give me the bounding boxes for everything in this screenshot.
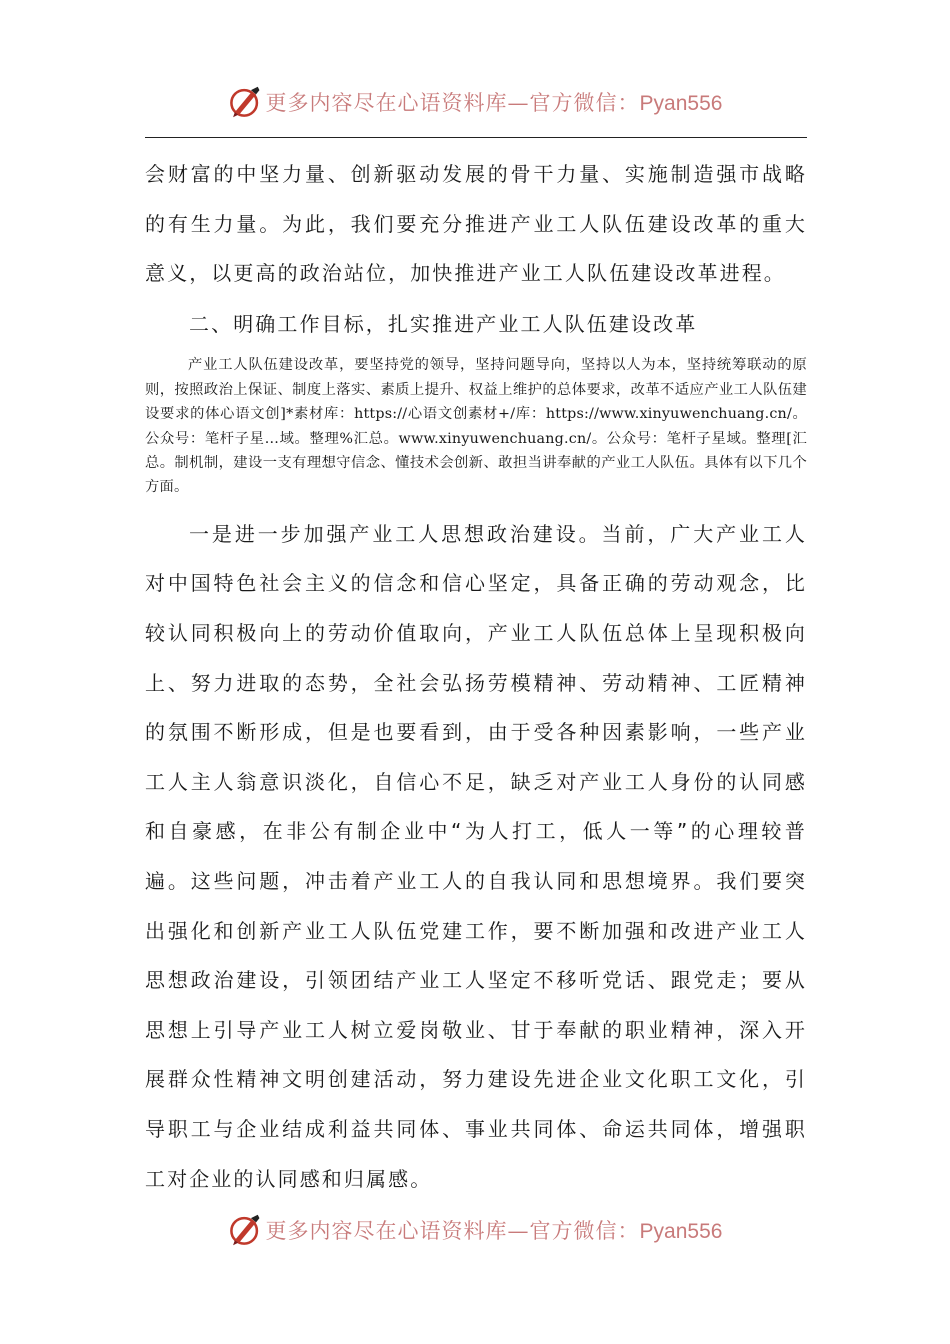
header-banner bbox=[0, 82, 950, 122]
header-rule bbox=[145, 137, 807, 138]
body-paragraph: 一是进一步加强产业工人思想政治建设。当前，广大产业工人对中国特色社会主义的信念和信心坚定，具备正确的劳动观念，比较认同积极向上的劳动价值取向，产业工人队伍总体上呈现积极向上、努力进取的态势，全社会弘扬劳模精神、劳动精神、工匠精神的氛围不断形成，但是也要看到，由于受各种因素影响，一些产业工人主人翁意识淡化，自信心不足，缺乏对产业工人身份的认同感和自豪感，在非公有制企业中“为人打工，低人一等”的心理较普遍。这些问题，冲击着产业工人的自我认同和思想境界。我们要突出强化和创新产业工人队伍党建工作，要不断加强和改进产业工人思想政治建设，引领团结产业工人坚定不移听党话、跟党走；要从思想上引导产业工人树立爱岗敬业、甘于奉献的职业精神，深入开展群众性精神文明创建活动，努力建设先进企业文化职工文化，引导职工与企业结成利益共同体、事业共同体、命运共同体，增强职工对企业的认同感和归属感。 bbox=[145, 521, 807, 1191]
section-heading: 二、明确工作目标，扎实推进产业工人队伍建设改革 bbox=[189, 311, 698, 336]
small-print-paragraph: 产业工人队伍建设改革，要坚持党的领导，坚持问题导向，坚持以人为本，坚持统筹联动的原则，按照政治上保证、制度上落实、素质上提升、权益上维护的总体要求，改革不适应产业工人队伍建设要求的体心语文创]*素材库：https://心语文创素材+/库：https://www.xinyuwenchuang.cn/。公众号：笔杆子星…域。整理%汇总。www.xinyuwenchuang.cn/。公众号：笔杆子星域。整理[汇总。制机制，建设一支有理想守信念、懂技术会创新、敢担当讲奉献的产业工人队伍。具体有以下几个方面。 bbox=[145, 357, 807, 496]
pen-logo-icon bbox=[228, 85, 262, 119]
document-body bbox=[145, 150, 807, 1204]
banner-text: 更多内容尽在心语资料库—官方微信：Pyan556 bbox=[265, 1219, 723, 1243]
pen-logo-icon bbox=[228, 1213, 262, 1247]
footer-banner bbox=[0, 1210, 950, 1250]
banner-text: 更多内容尽在心语资料库—官方微信：Pyan556 bbox=[265, 91, 723, 115]
continued-paragraph: 会财富的中坚力量、创新驱动发展的骨干力量、实施制造强市战略的有生力量。为此，我们要充分推进产业工人队伍建设改革的重大意义，以更高的政治站位，加快推进产业工人队伍建设改革进程。 bbox=[145, 162, 807, 286]
